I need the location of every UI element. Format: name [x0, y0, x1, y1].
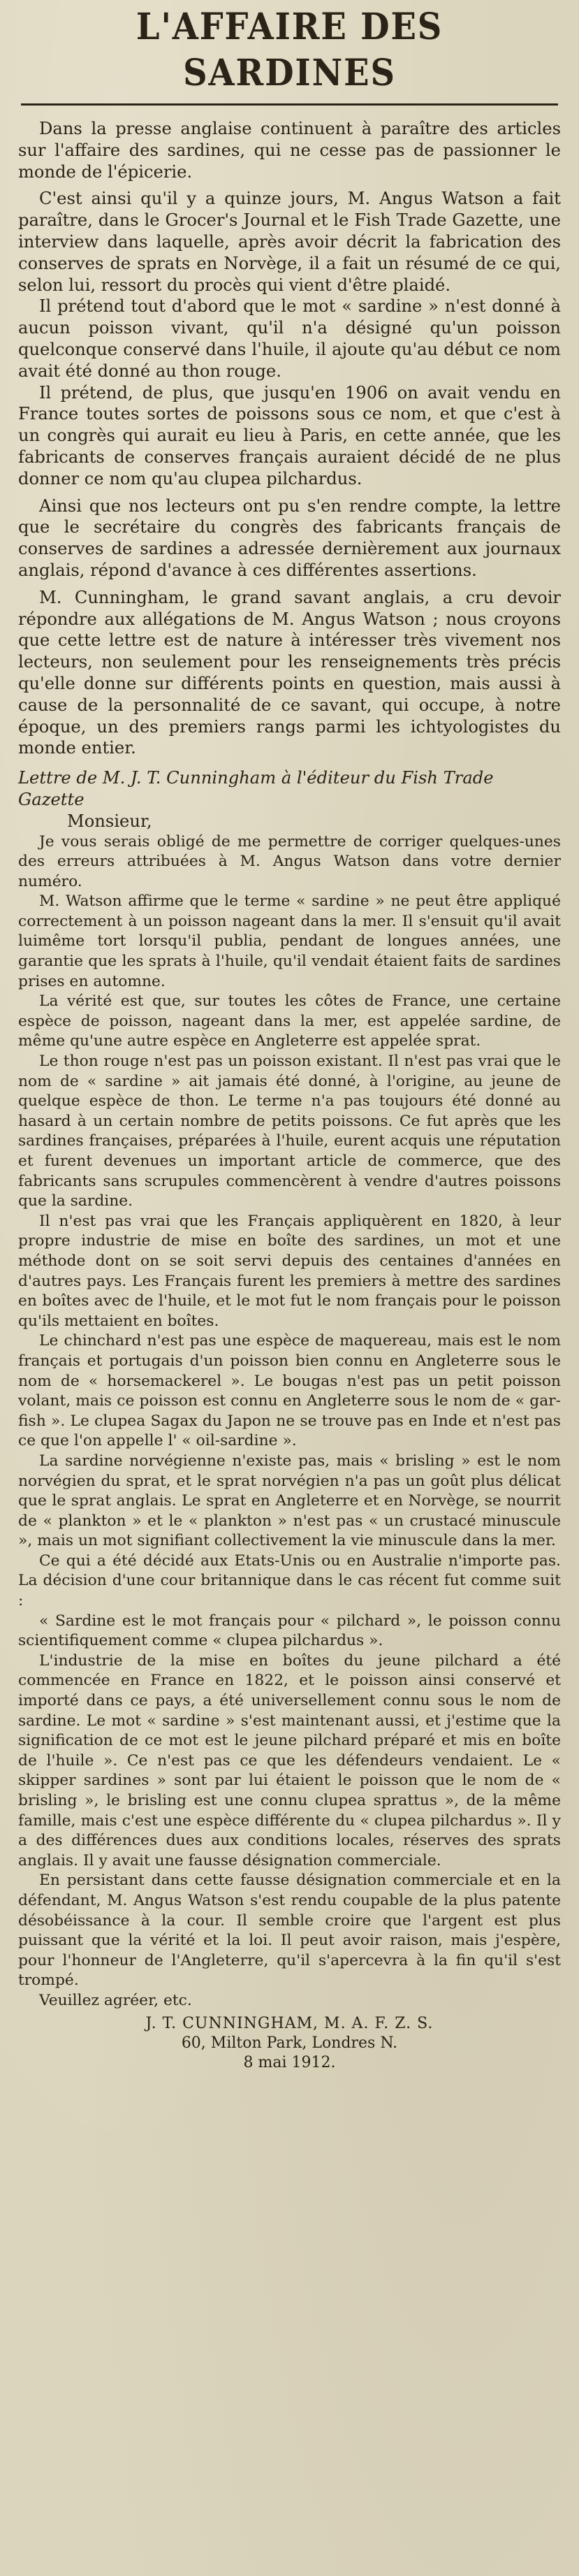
letter-paragraph: La sardine norvégienne n'existe pas, mais « brisling » est le nom norvégien du sprat, et le sprat norvégien n'a pas un goût plus délicat que le sprat anglais. Le sprat en Angleterre et en Norvège, se nourrit de « plankton » et le « plankton » n'est pas « un crustacé minuscule », mais un mot signifiant collectivement la vie minuscule dans la mer.: [18, 1452, 561, 1550]
paragraph: M. Cunningham, le grand savant anglais, a cru devoir répondre aux allégations de M. Angus Watson ; nous croyons que cette lettre est de nature à intéresser très vivement nos lecteurs, non seulement pour les renseignements très précis qu'elle donne sur différents points en question, mais aussi à cause de la personnalité de ce savant, qui occupe, à notre époque, un des premiers rangs parmi les ichtyologistes du monde entier.: [18, 587, 561, 758]
letter-paragraph: M. Watson affirme que le terme « sardine » ne peut être appliqué correctement à un poisson nageant dans la mer. Il s'ensuit qu'il avait luimême tort lorsqu'il publia, pendant de longues années, une garantie que les sprats à l'huile, qu'il vendait étaient faits de sardines prises en automne.: [18, 892, 561, 990]
letter-closing: Veuillez agréer, etc.: [39, 1991, 192, 2009]
letter-salutation: Monsieur,: [67, 811, 152, 831]
paragraph: Il prétend, de plus, que jusqu'en 1906 on avait vendu en France toutes sortes de poissons sous ce nom, et que c'est à un congrès qui aurait eu lieu à Paris, en cette année, que les fabricants de conserves français auraient décidé de ne plus donner ce nom qu'au clupea pilchardus.: [18, 382, 561, 489]
letter-date: 8 mai 1912.: [243, 2053, 336, 2071]
letter-paragraph: En persistant dans cette fausse désignation commerciale et en la défendant, M. Angus Watson s'est rendu coupable de la plus patente désobéissance à la cour. Il semble croire que l'argent est plus puissant que la vérité et la loi. Il peut avoir raison, mais j'espère, pour l'honneur de l'Angleterre, qu'il s'apercevra à la fin qu'il s'est trompé.: [18, 1872, 561, 1990]
letter-heading: Lettre de M. J. T. Cunningham à l'éditeur du Fish Trade Gazette: [18, 768, 494, 809]
letter-paragraph: L'industrie de la mise en boîtes du jeune pilchard a été commencée en France en 1822, et le poisson ainsi conservé et importé dans ce pays, a été universellement connu sous le nom de sardine. Le mot « sardine » s'est maintenant aussi, et j'estime que la signification de ce mot est le jeune pilchard préparé et mis en boîte de l'huile ». Ce n'est pas ce que les défendeurs vendaient. Le « skipper sardines » sont par lui étaient le poisson que le nom de « brisling », le brisling est une connu clupea sprattus », de la même famille, mais c'est une espèce différente du « clupea pilchardus ». Il y a des différences dues aux conditions locales, réserves des sprats anglais. Il y avait une fausse désignation commerciale.: [18, 1651, 561, 1869]
article-title: L'AFFAIRE DES SARDINES: [135, 6, 444, 94]
title-rule: [21, 103, 558, 106]
letter-paragraph: Ce qui a été décidé aux Etats-Unis ou en Australie n'importe pas. La décision d'une cour britannique dans le cas récent fut comme suit :: [18, 1551, 561, 1610]
letter-paragraph: Il n'est pas vrai que les Français appliquèrent en 1820, à leur propre industrie de mise en boîte des sardines, un mot et une méthode dont on se soit servi depuis des centaines d'années en d'autres pays. Les Français furent les premiers à mettre des sardines en boîtes avec de l'huile, et le mot fut le nom français pour le poisson qu'ils mettaient en boîtes.: [18, 1212, 561, 1330]
letter-paragraph: Le chinchard n'est pas une espèce de maquereau, mais est le nom français et portugais d'un poisson bien connu en Angleterre sous le nom de « horsemackerel ». Le bougas n'est pas un petit poisson volant, mais ce poisson est connu en Angleterre sous le nom de « gar-fish ». Le clupea Sagax du Japon ne se trouve pas en Inde et n'est pas ce que l'on appelle l' « oil-sardine ».: [18, 1332, 561, 1450]
paragraph: Ainsi que nos lecteurs ont pu s'en rendre compte, la lettre que le secrétaire du congrès des fabricants français de conserves de sardines a adressée dernièrement aux journaux anglais, répond d'avance à ces différentes assertions.: [18, 495, 561, 580]
paragraph: Dans la presse anglaise continuent à paraître des articles sur l'affaire des sardines, qui ne cesse pas de passionner le monde de l'épicerie.: [18, 119, 561, 182]
letter-signature-block: [18, 2014, 561, 2073]
letter-paragraph: La vérité est que, sur toutes les côtes de France, une certaine espèce de poisson, nageant dans la mer, est appelée sardine, de même qu'une autre espèce en Angleterre est appelée sprat.: [18, 992, 561, 1050]
paragraph: Il prétend tout d'abord que le mot « sardine » n'est donné à aucun poisson vivant, qu'il n'a désigné qu'un poisson quelconque conservé dans l'huile, il ajoute qu'au début ce nom avait été donné au thon rouge.: [18, 296, 561, 381]
letter-signature: J. T. CUNNINGHAM, M. A. F. Z. S.: [145, 2014, 434, 2032]
article-body: [18, 118, 561, 2073]
paragraph: C'est ainsi qu'il y a quinze jours, M. Angus Watson a fait paraître, dans le Grocer's Journal et le Fish Trade Gazette, une interview dans laquelle, après avoir décrit la fabrication des conserves de sprats en Norvège, il a fait un résumé de ce qui, selon lui, ressort du procès qui vient d'être plaidé.: [18, 189, 561, 295]
letter-paragraph: Je vous serais obligé de me permettre de corriger quelques-unes des erreurs attribuées à M. Angus Watson dans votre dernier numéro.: [18, 832, 561, 890]
letter-paragraph: Le thon rouge n'est pas un poisson existant. Il n'est pas vrai que le nom de « sardine » ait jamais été donné, à l'origine, au jeune de quelque espèce de thon. Le terme n'a pas toujours été donné au hasard à un certain nombre de petits poissons. Ce fut après que les sardines françaises, préparées à l'huile, eurent acquis une réputation et furent devenues un important article de commerce, que des fabricants sans scrupules commencèrent à vendre d'autres poissons que la sardine.: [18, 1052, 561, 1210]
letter-address: 60, Milton Park, Londres N.: [181, 2034, 398, 2052]
letter-paragraph: « Sardine est le mot français pour « pilchard », le poisson connu scientifiquement comme « clupea pilchardus ».: [18, 1612, 561, 1650]
